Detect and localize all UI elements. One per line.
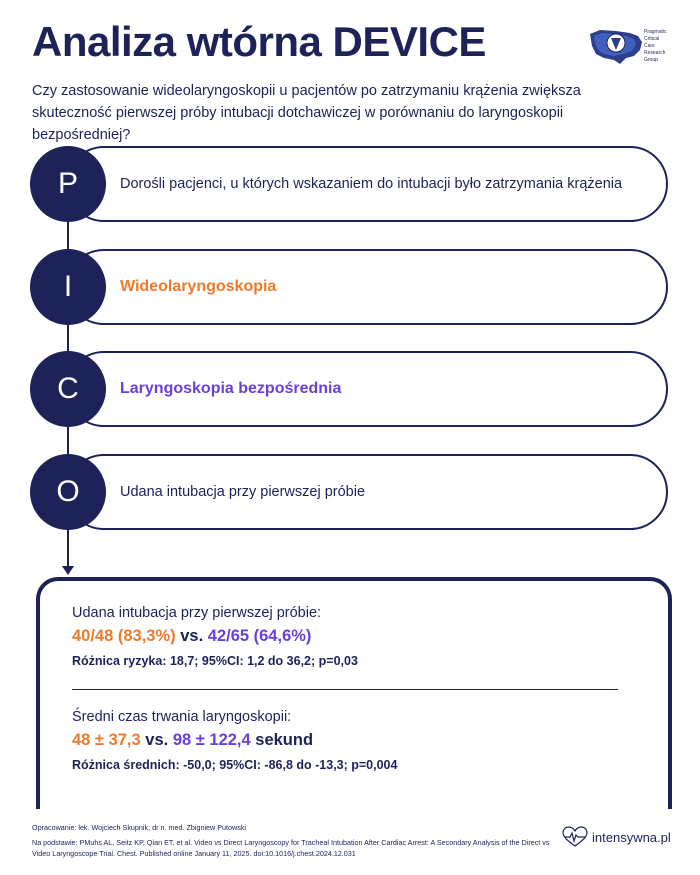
logo-line-4: Research — [644, 50, 666, 56]
result-values — [72, 731, 397, 750]
logo-line-2: Critical — [644, 36, 660, 42]
value-direct: 42/65 (64,6%) — [207, 627, 312, 645]
arrow-down-icon — [62, 566, 74, 575]
research-question: Czy zastosowanie wideolaryngoskopii u pacjentów po zatrzymaniu krążenia zwiększa skuteczność pierwszej próby intubacji dotchawiczej w porównaniu do laryngoskopii bezpośredniej? — [32, 83, 581, 143]
pico-row-c — [30, 351, 670, 427]
pico-letter-o: O — [30, 454, 106, 530]
vs-label: vs. — [175, 627, 208, 645]
pico-row-p — [30, 146, 670, 222]
heartbeat-icon — [562, 826, 588, 848]
vs-label: vs. — [140, 731, 173, 749]
result-statistic: Różnica średnich: -50,0; 95%CI: -86,8 do -13,3; p=0,004 — [72, 758, 398, 772]
value-direct: 98 ± 122,4 — [172, 731, 251, 749]
pico-row-i — [30, 249, 670, 325]
logo-line-1: Pragmatic — [644, 29, 667, 35]
brand[interactable] — [562, 826, 671, 848]
logo-line-3: Care — [644, 43, 655, 49]
results-panel — [36, 577, 672, 809]
pico-text-intervention: Wideolaryngoskopia — [120, 278, 277, 295]
pico-text-outcome: Udana intubacja przy pierwszej próbie — [120, 484, 366, 500]
logo-line-5: Group — [644, 57, 658, 63]
unit-label: sekund — [250, 731, 314, 749]
footer-source: Na podstawie: PMuhs AL, Seitz KP, Qian ET, et al. Video vs Direct Laryngoscopy for Tracheal Intubation After Cardiac Arrest: A Secondary Analysis of the Direct vs Video Laryngoscope Trial. Chest. Published online January 11, 2025. doi:10.1016/j.chest.2024.12.031 — [32, 838, 550, 858]
pico-text-comparison: Laryngoskopia bezpośrednia — [120, 380, 342, 397]
result-statistic: Różnica ryzyka: 18,7; 95%CI: 1,2 do 36,2; p=0,03 — [72, 654, 358, 668]
page-title: Analiza wtórna DEVICE — [32, 18, 486, 65]
pico-letter-c: C — [30, 351, 106, 427]
result-label: Średni czas trwania laryngoskopii: — [72, 709, 292, 725]
pico-text-population: Dorośli pacjenci, u których wskazaniem do intubacji było zatrzymania krążenia — [120, 176, 623, 192]
result-first-attempt — [72, 605, 358, 668]
pico-letter-i: I — [30, 249, 106, 325]
result-values — [72, 627, 358, 646]
pico-row-o — [30, 454, 670, 530]
result-duration — [72, 709, 397, 772]
value-video: 40/48 (83,3%) — [72, 627, 176, 645]
result-label: Udana intubacja przy pierwszej próbie: — [72, 605, 322, 621]
footer-authors: Opracowanie: lek. Wojciech Skupnik, dr n. med. Zbigniew Putowski — [32, 823, 246, 832]
footer-credits — [32, 822, 552, 859]
pico-letter-p: P — [30, 146, 106, 222]
divider — [72, 689, 618, 690]
value-video: 48 ± 37,3 — [72, 731, 141, 749]
brand-name: intensywna.pl — [592, 829, 671, 845]
pccrg-logo — [586, 24, 682, 68]
